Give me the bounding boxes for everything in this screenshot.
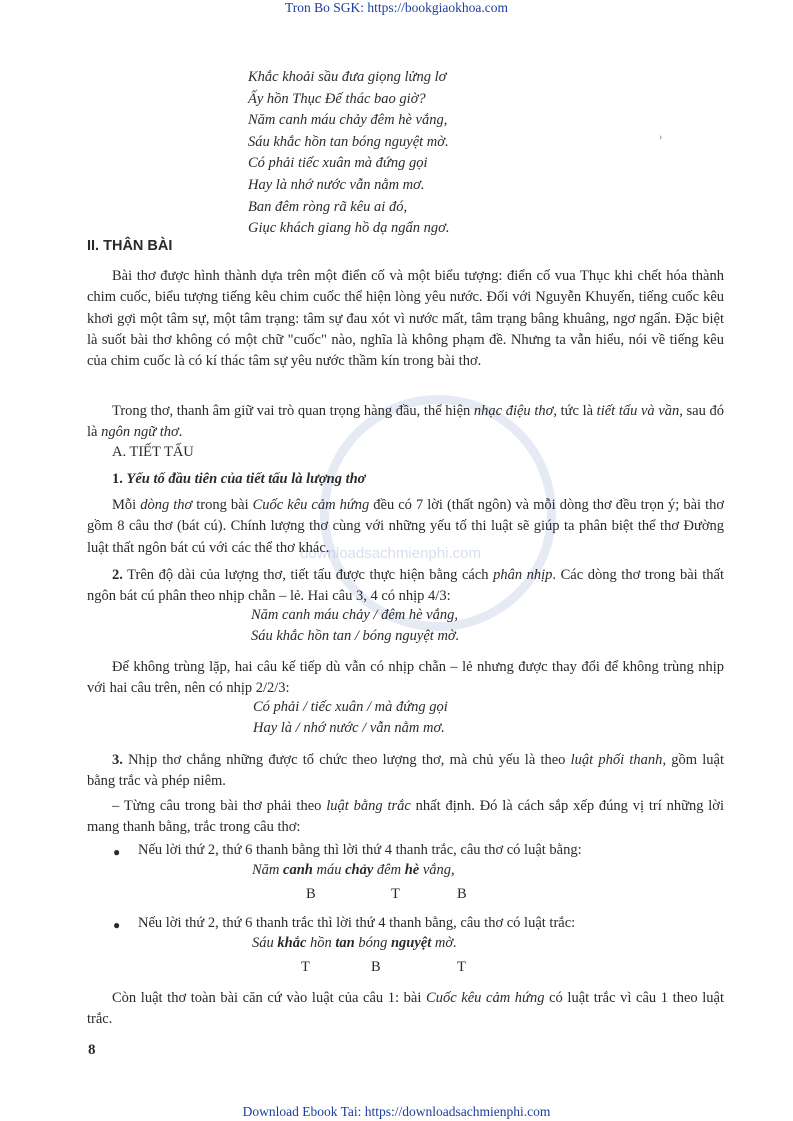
tone-mark: T — [391, 886, 400, 902]
poem-line: Năm canh máu chảy đêm hè vắng, — [248, 112, 448, 129]
bullet-text: Nếu lời thứ 2, thứ 6 thanh bằng thì lời thứ 4 thanh trắc, câu thơ có luật bằng: — [138, 842, 582, 858]
poem-block — [248, 67, 449, 240]
tone-mark: B — [371, 959, 381, 975]
poem-line: Ấy hồn Thục Đế thác bao giờ? — [248, 90, 426, 107]
paragraph-phoi-thanh: 3. Nhịp thơ chẳng những được tổ chức theo lượng thơ, mà chủ yếu là theo luật phối thanh, gồm luật bằng trắc và phép niêm. — [87, 752, 724, 790]
poem-line: Sáu khắc hồn tan bóng nguyệt mờ. — [248, 133, 449, 150]
example-line: Hay là / nhớ nước / vẫn nằm mơ. — [253, 720, 445, 736]
paragraph-music: Trong thơ, thanh âm giữ vai trò quan trọng hàng đầu, thể hiện nhạc điệu thơ, tức là tiết tấu và vần, sau đó là ngôn ngữ thơ. — [87, 403, 724, 441]
bullet-dot: ● — [113, 845, 121, 859]
tone-mark: B — [457, 886, 467, 902]
poem-line: Khắc khoải sầu đưa giọng lửng lơ — [248, 69, 447, 85]
example-line: Năm canh máu chảy đêm hè vắng, — [252, 862, 455, 878]
paragraph-intro: Bài thơ được hình thành dựa trên một điển cố và một biểu tượng: điển cố vua Thục khi chết hóa thành chim cuốc, biểu tượng tiếng kêu chim cuốc thể hiện lòng yêu nước. Đối với Nguyễn Khuyến, tiếng cuốc kêu khơi gợi một tâm sự, một tâm trạng: tâm sự đau xót vì nước mất, tâm trạng bâng khuâng, ngơ ngẩn. Đặc biệt là suốt bài thơ không có một chữ "cuốc" nào, nghĩa là không phạm đề. Nhưng ta vẫn hiểu, nói về tiếng kêu của chim cuốc là có kí thác tâm sự yêu nước thầm kín trong bài thơ. — [87, 268, 724, 370]
heading-1: 1. Yếu tố đầu tiên của tiết tấu là lượng thơ — [112, 471, 366, 487]
example-line: Năm canh máu chảy / đêm hè vắng, — [251, 607, 458, 623]
subsection-a: A. TIẾT TẤU — [112, 444, 194, 460]
section-title: II. THÂN BÀI — [87, 238, 173, 254]
poem-line: Ban đêm ròng rã kêu ai đó, — [248, 198, 408, 215]
tone-mark: B — [306, 886, 316, 902]
poem-line: Hay là nhớ nước vẫn nằm mơ. — [248, 176, 425, 193]
example-line: Sáu khắc hồn tan bóng nguyệt mờ. — [252, 935, 457, 951]
paragraph-luong-tho: Mỗi dòng thơ trong bài Cuốc kêu cảm hứng đều có 7 lời (thất ngôn) và mỗi dòng thơ đều trọn ý; bài thơ gồm 8 câu thơ (bát cú). Chính lượng thơ cùng với những yếu tố thi luật sẽ giúp ta phân biệt thể thơ Đường luật thất ngôn bát cú với các thể thơ khác. — [87, 497, 725, 556]
header-source-link[interactable]: Tron Bo SGK: https://bookgiaokhoa.com — [284, 0, 508, 15]
footer-download-link[interactable]: Download Ebook Tai: https://downloadsachmienphi.com — [242, 1104, 551, 1119]
paragraph-luat-tho: Còn luật thơ toàn bài căn cứ vào luật của câu 1: bài Cuốc kêu cảm hứng có luật trắc vì câu 1 theo luật trắc. — [87, 990, 725, 1028]
example-line: Sáu khắc hồn tan / bóng nguyệt mờ. — [251, 628, 460, 644]
bullet-dot: ● — [113, 918, 121, 932]
watermark-text: downloadsachmienphi.com — [300, 545, 481, 562]
paragraph-phan-nhip: 2. Trên độ dài của lượng thơ, tiết tấu được thực hiện bằng cách phân nhịp. Các dòng thơ trong bài thất ngôn bát cú phân theo nhịp chẵn – lẻ. Hai câu 3, 4 có nhịp 4/3: — [87, 567, 724, 605]
example-line: Có phải / tiếc xuân / mà đứng gọi — [253, 699, 448, 715]
poem-line: Giục khách giang hồ dạ ngẩn ngơ. — [248, 220, 450, 237]
scan-dot-mark: › — [659, 132, 663, 143]
page-number: 8 — [88, 1042, 96, 1058]
poem-line: Có phải tiếc xuân mà đứng gọi — [248, 155, 428, 172]
paragraph-trung-lap: Để không trùng lặp, hai câu kế tiếp dù vẫn có nhịp chẵn – lẻ nhưng được thay đổi để không trùng nhịp với hai câu trên, nên có nhịp 2/2/3: — [87, 659, 724, 697]
tone-mark: T — [457, 959, 466, 975]
bullet-text: Nếu lời thứ 2, thứ 6 thanh trắc thì lời thứ 4 thanh bằng, câu thơ có luật trắc: — [138, 915, 576, 931]
tone-mark: T — [301, 959, 310, 975]
paragraph-bang-trac: – Từng câu trong bài thơ phải theo luật bằng trắc nhất định. Đó là cách sắp xếp đúng vị trí những lời mang thanh bằng, trắc trong câu thơ: — [87, 798, 724, 836]
